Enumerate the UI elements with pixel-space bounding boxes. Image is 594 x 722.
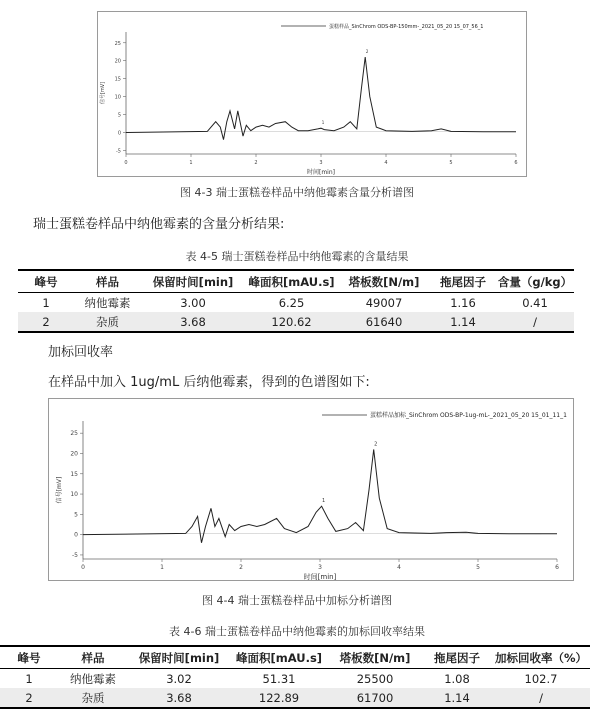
x-axis-label: 时间[min] <box>303 573 337 580</box>
header-recovery: 加标回收率（%） <box>492 646 590 669</box>
x-tick-label: 3 <box>319 160 323 166</box>
cell-content: / <box>496 312 574 332</box>
chromatogram-trace <box>83 449 557 542</box>
y-tick-label: 10 <box>70 491 78 499</box>
header-sample: 样品 <box>74 270 141 293</box>
cell-recovery: 102.7 <box>492 669 590 689</box>
header-sample: 样品 <box>58 646 128 669</box>
header-retention-time: 保留时间[min] <box>141 270 245 293</box>
header-retention-time: 保留时间[min] <box>128 646 230 669</box>
x-tick-label: 4 <box>397 564 401 571</box>
x-tick-label: 2 <box>239 564 243 571</box>
header-peak-area: 峰面积[mAU.s] <box>245 270 338 293</box>
content-result-table <box>18 269 574 333</box>
chromatogram-trace <box>126 57 516 140</box>
table-caption-2: 表 4-6 瑞士蛋糕卷样品中纳他霉素的加标回收率结果 <box>169 625 425 638</box>
y-axis-label: 信号[mV] <box>56 476 63 504</box>
cell-recovery: / <box>492 688 590 708</box>
cell-sample: 杂质 <box>74 312 141 332</box>
header-peak-no: 峰号 <box>18 270 74 293</box>
figure-caption-1: 图 4-3 瑞士蛋糕卷样品中纳他霉素含量分析谱图 <box>180 186 414 199</box>
header-plate-count: 塔板数[N/m] <box>338 270 430 293</box>
cell-peak-no: 2 <box>0 688 58 708</box>
peak-label: 1 <box>321 498 326 505</box>
header-peak-no: 峰号 <box>0 646 58 669</box>
cell-plate-count: 61700 <box>328 688 422 708</box>
x-tick-label: 0 <box>81 564 85 571</box>
peak-label: 2 <box>365 49 369 55</box>
header-tailing-factor: 拖尾因子 <box>422 646 492 669</box>
x-tick-label: 5 <box>449 160 453 166</box>
y-tick-label: 5 <box>117 112 121 119</box>
x-tick-label: 1 <box>160 564 164 571</box>
cell-peak-no: 2 <box>18 312 74 332</box>
cell-retention-time: 3.68 <box>141 312 245 332</box>
chromatogram-figure-1 <box>97 11 527 177</box>
header-plate-count: 塔板数[N/m] <box>328 646 422 669</box>
cell-retention-time: 3.68 <box>128 688 230 708</box>
y-tick-label: 15 <box>114 76 121 83</box>
y-axis-label: 信号[mV] <box>100 81 106 105</box>
legend-label: 蛋糕样品_SinChrom ODS-BP-150mm-_2021_05_20 15_07_56_1 <box>329 24 484 30</box>
y-tick-label: -5 <box>116 148 121 155</box>
cell-peak-area: 122.89 <box>230 688 328 708</box>
y-tick-label: 25 <box>70 430 78 438</box>
cell-peak-no: 1 <box>0 669 58 689</box>
x-tick-label: 6 <box>514 160 518 166</box>
cell-content: 0.41 <box>496 293 574 313</box>
cell-sample: 纳他霉素 <box>74 293 141 313</box>
peak-label: 2 <box>374 441 378 448</box>
cell-peak-area: 6.25 <box>245 293 338 313</box>
spike-intro-text: 在样品中加入 1ug/mL 后纳他霉素，得到的色谱图如下: <box>48 375 370 390</box>
y-tick-label: -5 <box>72 551 78 559</box>
x-tick-label: 4 <box>384 160 388 166</box>
cell-plate-count: 49007 <box>338 293 430 313</box>
cell-retention-time: 3.02 <box>128 669 230 689</box>
y-tick-label: 20 <box>114 58 121 65</box>
cell-sample: 杂质 <box>58 688 128 708</box>
cell-plate-count: 25500 <box>328 669 422 689</box>
y-tick-label: 25 <box>114 40 121 47</box>
table-caption-1: 表 4-5 瑞士蛋糕卷样品中纳他霉素的含量结果 <box>185 250 409 263</box>
spike-recovery-heading: 加标回收率 <box>48 345 114 360</box>
x-tick-label: 2 <box>254 160 258 166</box>
x-tick-label: 6 <box>555 564 559 571</box>
cell-peak-no: 1 <box>18 293 74 313</box>
cell-peak-area: 51.31 <box>230 669 328 689</box>
result-intro-text: 瑞士蛋糕卷样品中纳他霉素的含量分析结果: <box>33 217 285 232</box>
cell-plate-count: 61640 <box>338 312 430 332</box>
cell-peak-area: 120.62 <box>245 312 338 332</box>
table-row <box>0 669 590 689</box>
cell-tailing-factor: 1.16 <box>430 293 496 313</box>
header-tailing-factor: 拖尾因子 <box>430 270 496 293</box>
x-tick-label: 0 <box>124 160 128 166</box>
y-tick-label: 15 <box>70 470 78 478</box>
header-peak-area: 峰面积[mAU.s] <box>230 646 328 669</box>
chromatogram-chart-1 <box>98 12 526 176</box>
table-row <box>18 312 574 332</box>
y-tick-label: 10 <box>114 94 121 101</box>
chromatogram-chart-2 <box>49 399 573 580</box>
recovery-result-table <box>0 645 590 709</box>
header-content: 含量（g/kg） <box>496 270 574 293</box>
cell-retention-time: 3.00 <box>141 293 245 313</box>
x-tick-label: 1 <box>189 160 193 166</box>
peak-label: 1 <box>321 120 325 126</box>
table-row <box>0 688 590 708</box>
y-tick-label: 0 <box>74 531 78 539</box>
y-tick-label: 20 <box>70 450 78 458</box>
y-tick-label: 0 <box>117 130 121 137</box>
x-tick-label: 5 <box>476 564 480 571</box>
figure-caption-2: 图 4-4 瑞士蛋糕卷样品中加标分析谱图 <box>202 594 392 607</box>
legend-label: 蛋糕样品加标_SinChrom ODS-BP-1ug-mL-_2021_05_20 15_01_11_1 <box>370 412 567 419</box>
x-tick-label: 3 <box>318 564 322 571</box>
cell-tailing-factor: 1.08 <box>422 669 492 689</box>
table-row <box>18 293 574 313</box>
cell-tailing-factor: 1.14 <box>422 688 492 708</box>
y-tick-label: 5 <box>74 511 78 519</box>
x-axis-label: 时间[min] <box>307 169 335 176</box>
cell-tailing-factor: 1.14 <box>430 312 496 332</box>
chromatogram-figure-2 <box>48 398 574 581</box>
cell-sample: 纳他霉素 <box>58 669 128 689</box>
